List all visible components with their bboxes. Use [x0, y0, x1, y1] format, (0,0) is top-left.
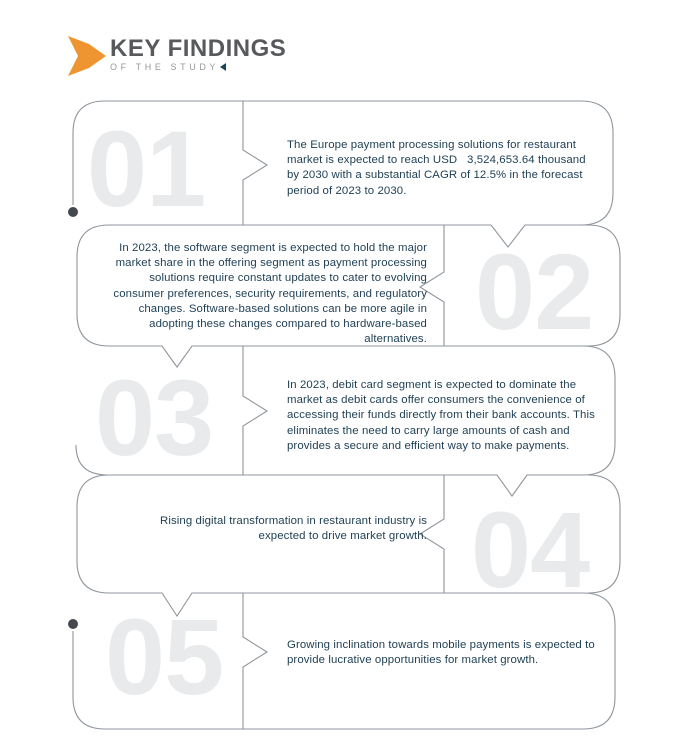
- bubble-1-dot: [68, 207, 78, 217]
- finding-text-4: Rising digital transformation in restaurant industry is expected to drive market growth.: [160, 515, 427, 543]
- divider-5-arrow: [243, 593, 267, 729]
- finding-text-1: The Europe payment processing solutions for restaurant market is expected to reach USD 3,524,653.64 thousand by 2030 with a substantial CAGR of 12.5% in the forecast period of 2023 to 2030.: [287, 139, 586, 197]
- logo-subtitle: OF THE STUDY: [110, 62, 220, 72]
- finding-number-1: 01: [87, 108, 206, 229]
- logo-title: KEY FINDINGS: [110, 35, 287, 62]
- finding-text-3: In 2023, debit card segment is expected to dominate the market as debit cards offer consumers the convenience of accessing their funds directly from their bank accounts. This eliminates the need to carry large amounts of cash and provides a secure and efficient way to make payments.: [287, 379, 595, 452]
- finding-number-5: 05: [105, 596, 224, 717]
- finding-text-2: In 2023, the software segment is expected to hold the major market share in the offering segment as payment processing solutions require constant updates to cater to evolving consumer preferences, security requirements, and regulatory changes. Software-based solutions can be more agile in adopting these changes compared to hardware-based alternatives.: [113, 242, 427, 346]
- finding-number-2: 02: [475, 231, 594, 352]
- finding-number-4: 04: [471, 489, 590, 610]
- divider-3-arrow: [243, 346, 267, 475]
- bubble-5-dot: [68, 619, 78, 629]
- bubble-4-right-outline: [588, 475, 620, 593]
- divider-1-arrow: [243, 101, 267, 225]
- finding-text-5: Growing inclination towards mobile payments is expected to provide lucrative opportunities for market growth.: [287, 639, 595, 667]
- finding-number-3: 03: [95, 357, 214, 478]
- bubble-4-left-outline: [77, 475, 109, 593]
